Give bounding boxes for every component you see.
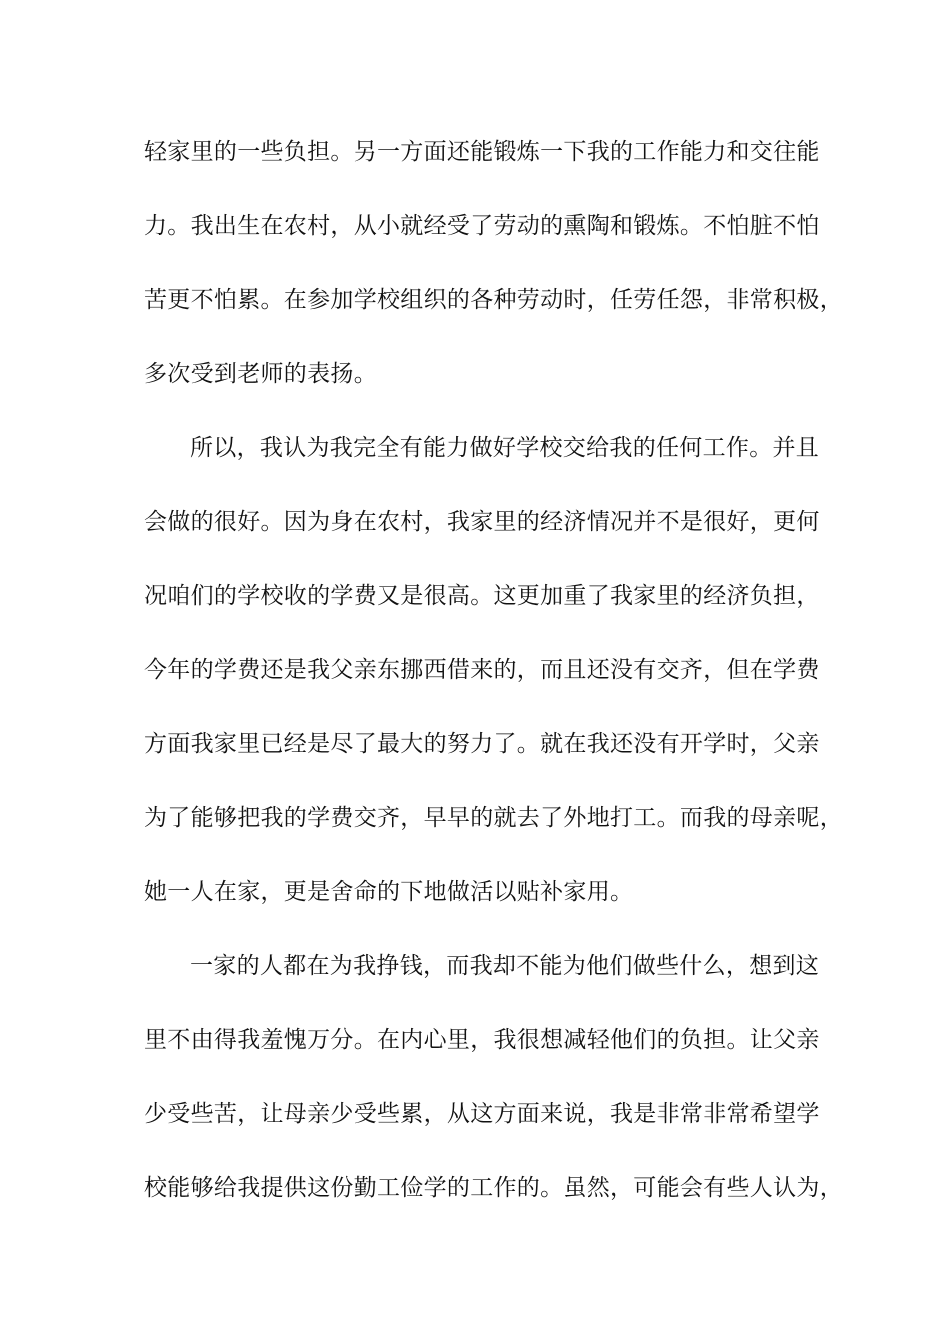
text-line: 校能够给我提供这份勤工俭学的工作的。虽然，可能会有些人认为，: [144, 1175, 843, 1201]
text-line: 方面我家里已经是尽了最大的努力了。就在我还没有开学时，父亲: [144, 731, 820, 757]
text-line: 她一人在家，更是舍命的下地做活以贴补家用。: [144, 879, 634, 905]
text-line: 为了能够把我的学费交齐，早早的就去了外地打工。而我的母亲呢，: [144, 805, 843, 831]
body-text: [144, 128, 843, 1238]
text-line: 会做的很好。因为身在农村，我家里的经济情况并不是很好，更何: [144, 509, 820, 535]
text-line: 所以，我认为我完全有能力做好学校交给我的任何工作。并且: [190, 435, 820, 461]
text-line: 苦更不怕累。在参加学校组织的各种劳动时，任劳任怨，非常积极，: [144, 287, 843, 313]
text-line: 一家的人都在为我挣钱，而我却不能为他们做些什么，想到这: [190, 953, 820, 979]
text-line: 况咱们的学校收的学费又是很高。这更加重了我家里的经济负担，: [144, 583, 820, 609]
text-line: 今年的学费还是我父亲东挪西借来的，而且还没有交齐，但在学费: [144, 657, 820, 683]
text-line: 力。我出生在农村，从小就经受了劳动的熏陶和锻炼。不怕脏不怕: [144, 213, 820, 239]
text-line: 少受些苦，让母亲少受些累，从这方面来说，我是非常非常希望学: [144, 1101, 820, 1127]
text-line: 里不由得我羞愧万分。在内心里，我很想减轻他们的负担。让父亲: [144, 1027, 820, 1053]
text-line: 多次受到老师的表扬。: [144, 361, 377, 387]
text-line: 轻家里的一些负担。另一方面还能锻炼一下我的工作能力和交往能: [144, 139, 820, 165]
